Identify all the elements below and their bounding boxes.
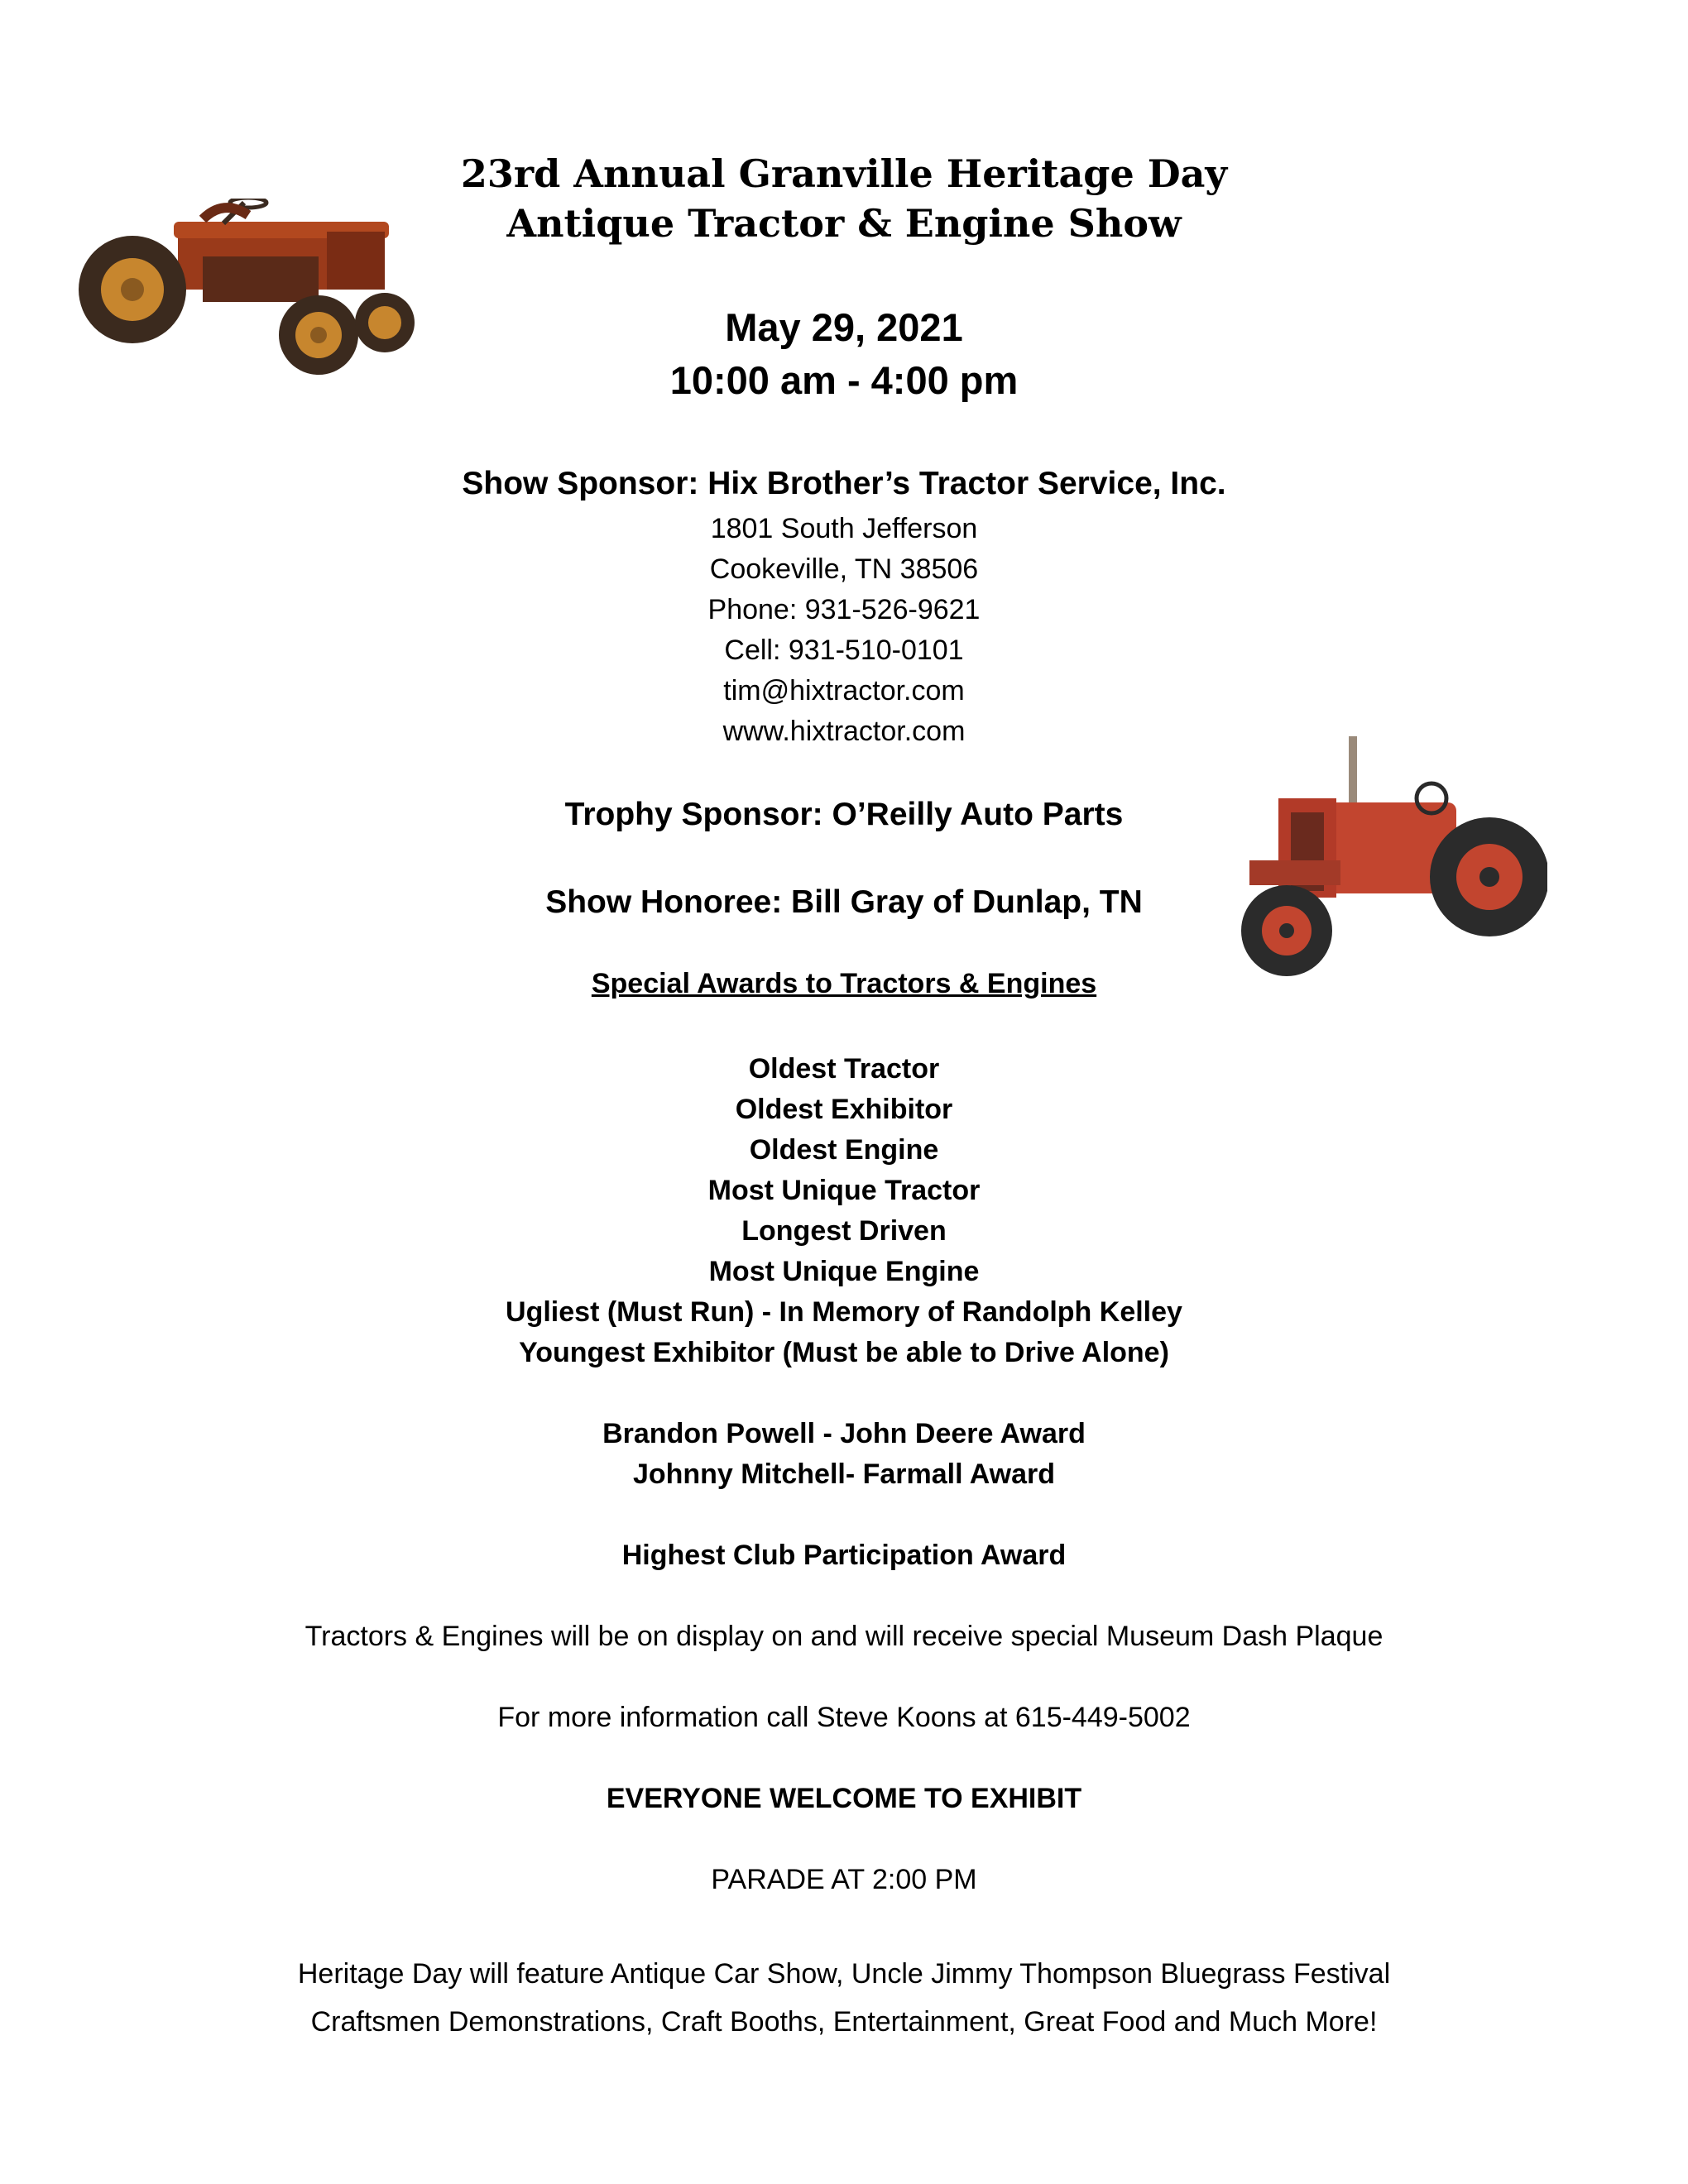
sponsor-address-1: 1801 South Jefferson: [710, 513, 978, 544]
display-note: Tractors & Engines will be on display on and will receive special Museum Dash Plaque: [305, 1621, 1383, 1652]
trophy-sponsor: Trophy Sponsor: O’Reilly Auto Parts: [564, 797, 1124, 832]
event-time: 10:00 am - 4:00 pm: [669, 358, 1019, 402]
features-line-2: Craftsmen Demonstrations, Craft Booths, Entertainment, Great Food and Much More!: [310, 2006, 1378, 2038]
info-line: For more information call Steve Koons at 615-449-5002: [497, 1702, 1191, 1733]
award-item: Oldest Tractor: [748, 1053, 940, 1085]
sponsor-phone: Phone: 931-526-9621: [707, 594, 981, 625]
welcome-line: EVERYONE WELCOME TO EXHIBIT: [606, 1783, 1082, 1814]
awards-heading: Special Awards to Tractors & Engines: [591, 968, 1097, 999]
award-item: Oldest Exhibitor: [735, 1094, 953, 1125]
sponsor-cell: Cell: 931-510-0101: [724, 635, 964, 666]
named-award: Johnny Mitchell- Farmall Award: [632, 1458, 1056, 1490]
named-award: Brandon Powell - John Deere Award: [602, 1418, 1086, 1449]
tractor-image-right: [1233, 736, 1547, 984]
club-award: Highest Club Participation Award: [621, 1540, 1067, 1571]
award-item: Most Unique Engine: [708, 1256, 980, 1287]
features-line-1: Heritage Day will feature Antique Car Show, Uncle Jimmy Thompson Bluegrass Festival: [297, 1958, 1391, 1990]
sponsor-address-2: Cookeville, TN 38506: [709, 553, 979, 585]
sponsor-website: www.hixtractor.com: [722, 716, 966, 747]
title-line-1: 23rd Annual Granville Heritage Day: [460, 151, 1228, 196]
award-item: Most Unique Tractor: [707, 1175, 981, 1206]
show-sponsor-label: Show Sponsor: Hix Brother’s Tractor Service, Inc.: [462, 466, 1226, 501]
event-date: May 29, 2021: [725, 305, 963, 349]
award-item: Ugliest (Must Run) - In Memory of Randolph Kelley: [506, 1296, 1182, 1328]
parade-line: PARADE AT 2:00 PM: [711, 1864, 977, 1895]
show-honoree: Show Honoree: Bill Gray of Dunlap, TN: [545, 884, 1143, 920]
sponsor-email: tim@hixtractor.com: [723, 675, 965, 706]
award-item: Longest Driven: [741, 1215, 947, 1247]
award-item: Oldest Engine: [749, 1134, 939, 1166]
title-line-2: Antique Tractor & Engine Show: [506, 201, 1182, 246]
award-item: Youngest Exhibitor (Must be able to Drive Alone): [519, 1337, 1169, 1368]
